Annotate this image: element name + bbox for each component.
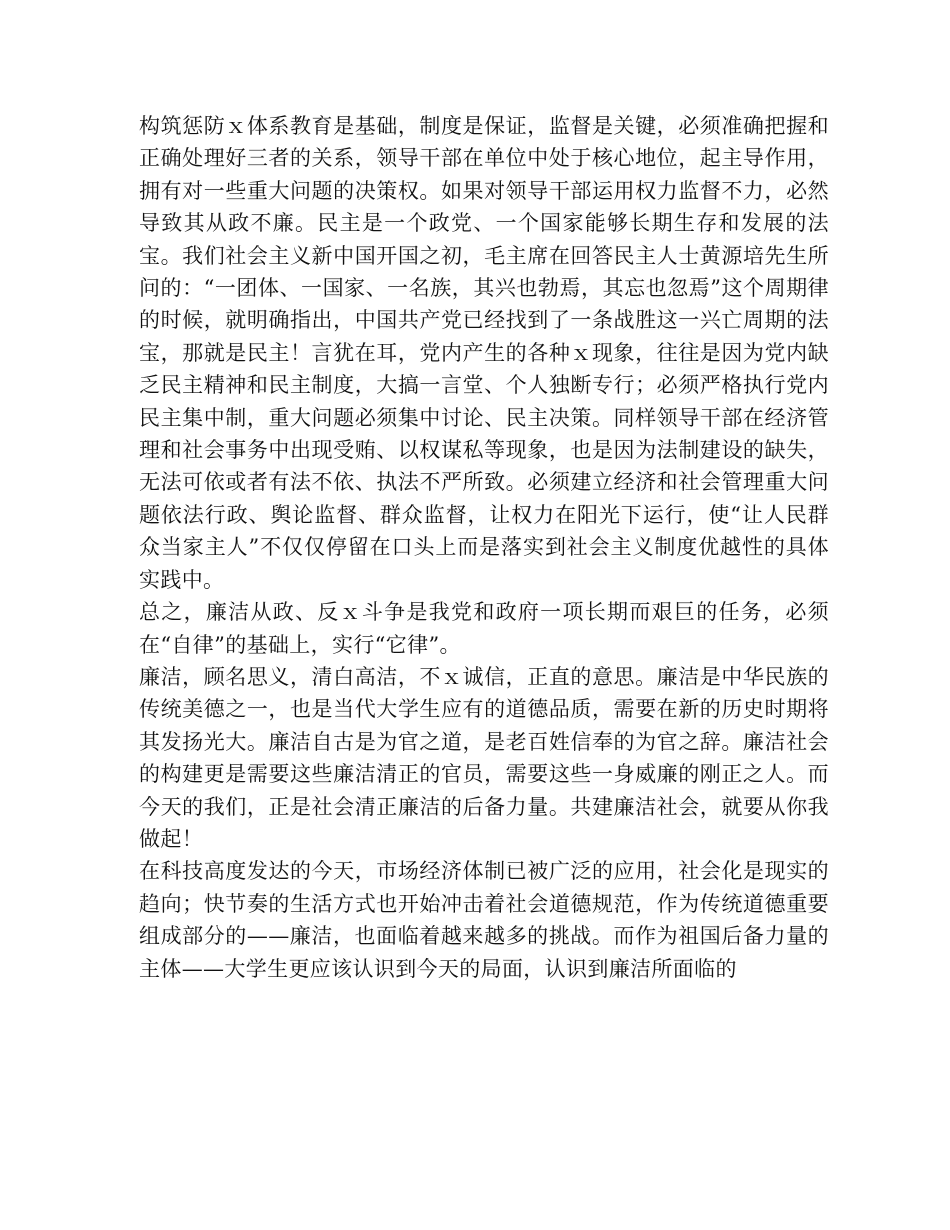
- paragraph-conclusion: 总之，廉洁从政、反ｘ斗争是我党和政府一项长期而艰巨的任务，必须在“自律”的基础上，实行“它律”。: [139, 600, 829, 657]
- paragraph-anti-corruption-system: 构筑惩防ｘ体系教育是基础，制度是保证，监督是关键，必须准确把握和正确处理好三者的关系，领导干部在单位中处于核心地位，起主导作用，拥有对一些重大问题的决策权。如果对领导干部运用权力监督不力，必然导致其从政不廉。民主是一个政党、一个国家能够长期生存和发展的法宝。我们社会主义新中国开国之初，毛主席在回答民主人士黄源培先生所问的：“一团体、一国家、一名族，其兴也勃焉，其忘也忽焉”这个周期律的时候，就明确指出，中国共产党已经找到了一条战胜这一兴亡周期的法宝，那就是民主！言犹在耳，党内产生的各种ｘ现象，往往是因为党内缺乏民主精神和民主制度，大搞一言堂、个人独断专行；必须严格执行党内民主集中制，重大问题必须集中讨论、民主决策。同样领导干部在经济管理和社会事务中出现受贿、以权谋私等现象，也是因为法制建设的缺失，无法可依或者有法不依、执法不严所致。必须建立经济和社会管理重大问题依法行政、舆论监督、群众监督，让权力在阳光下运行，使“让人民群众当家主人”不仅仅停留在口头上而是落实到社会主义制度优越性的具体实践中。: [139, 114, 829, 592]
- document-page: [139, 110, 829, 985]
- paragraph-integrity-meaning: 廉洁，顾名思义，清白高洁，不ｘ诚信，正直的意思。廉洁是中华民族的传统美德之一，也是当代大学生应有的道德品质，需要在新的历史时期将其发扬光大。廉洁自古是为官之道，是老百姓信奉的为官之辞。廉洁社会的构建更是需要这些廉洁清正的官员，需要这些一身威廉的刚正之人。而今天的我们，正是社会清正廉洁的后备力量。共建廉洁社会，就要从你我做起！: [139, 664, 829, 851]
- paragraph-modern-challenges: 在科技高度发达的今天，市场经济体制已被广泛的应用，社会化是现实的趋向；快节奏的生活方式也开始冲击着社会道德规范，作为传统道德重要组成部分的——廉洁，也面临着越来越多的挑战。而作为祖国后备力量的主体——大学生更应该认识到今天的局面，认识到廉洁所面临的: [139, 859, 829, 981]
